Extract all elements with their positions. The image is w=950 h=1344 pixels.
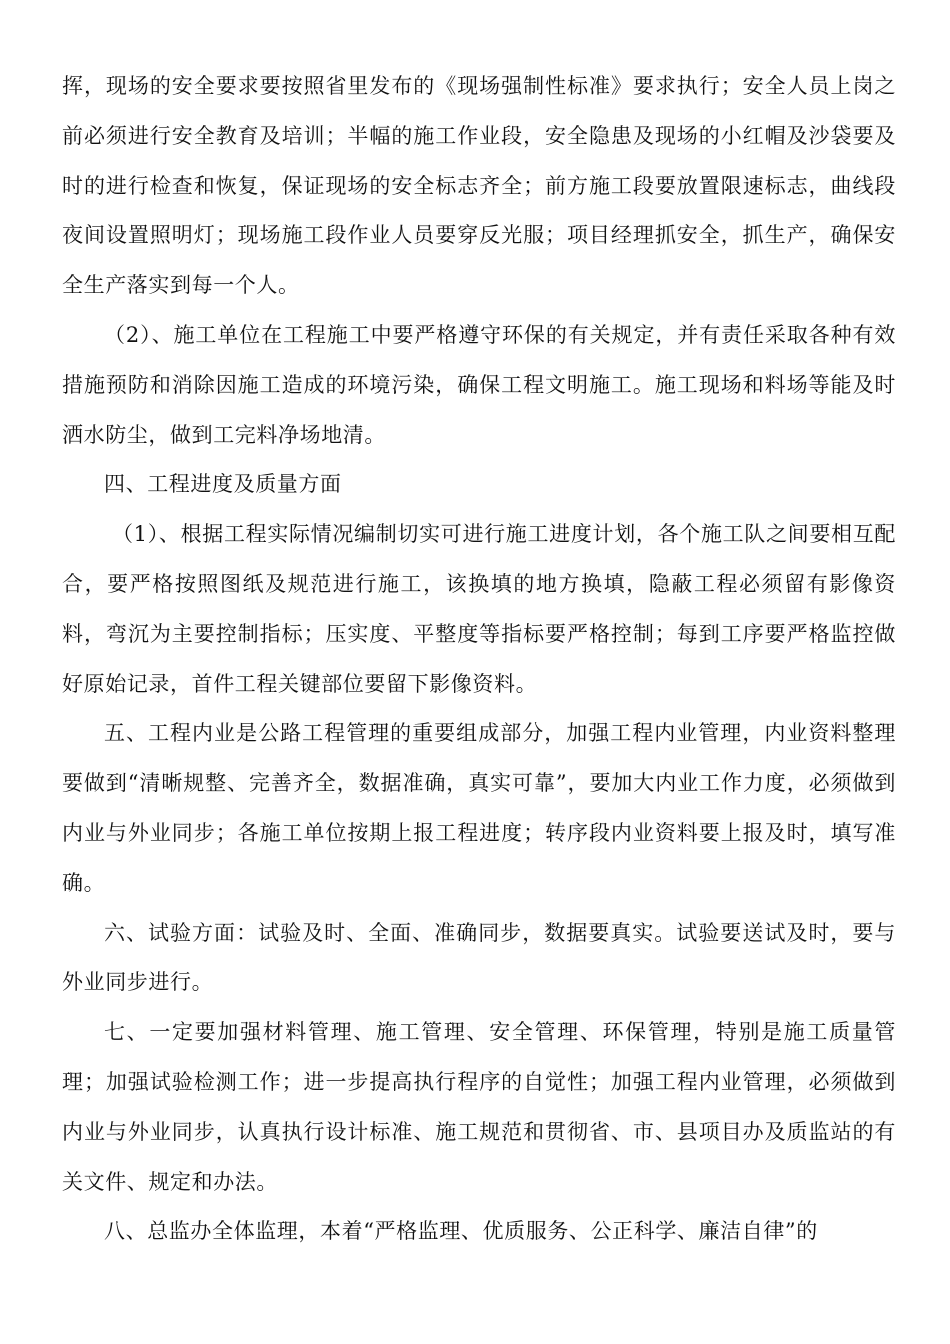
paragraph-management: 七、一定要加强材料管理、施工管理、安全管理、环保管理，特别是施工质量管理；加强试验检测工作；进一步提高执行程序的自觉性；加强工程内业管理，必须做到内业与外业同步，认真执行设计标准、施工规范和贯彻省、市、县项目办及质监站的有关文件、规定和办法。 [62, 1020, 896, 1194]
paragraph-internal-records: 五、工程内业是公路工程管理的重要组成部分，加强工程内业管理，内业资料整理要做到“清晰规整、完善齐全，数据准确，真实可靠”，要加大内业工作力度，必须做到内业与外业同步；各施工单位按期上报工程进度；转序段内业资料要上报及时，填写准确。 [62, 721, 896, 895]
paragraph-environmental-protection: （2）、施工单位在工程施工中要严格遵守环保的有关规定，并有责任采取各种有效措施预防和消除因施工造成的环境污染，确保工程文明施工。施工现场和料场等能及时洒水防尘，做到工完料净场地清。 [62, 322, 896, 447]
paragraph-testing: 六、试验方面：试验及时、全面、准确同步，数据要真实。试验要送试及时，要与外业同步进行。 [62, 920, 896, 995]
paragraph-supervision: 八、总监办全体监理，本着“严格监理、优质服务、公正科学、廉洁自律”的 [104, 1219, 818, 1244]
paragraph-progress-plan: （1）、根据工程实际情况编制切实可进行施工进度计划，各个施工队之间要相互配合，要严格按照图纸及规范进行施工，该换填的地方换填，隐蔽工程必须留有影像资料，弯沉为主要控制指标；压实度、平整度等指标要严格控制；每到工序要严格监控做好原始记录，首件工程关键部位要留下影像资料。 [62, 522, 896, 696]
section-heading-progress-quality: 四、工程进度及质量方面 [104, 472, 342, 497]
paragraph-safety-continued: 挥，现场的安全要求要按照省里发布的《现场强制性标准》要求执行；安全人员上岗之前必须进行安全教育及培训；半幅的施工作业段，安全隐患及现场的小红帽及沙袋要及时的进行检查和恢复，保证现场的安全标志齐全；前方施工段要放置限速标志，曲线段夜间设置照明灯；现场施工段作业人员要穿反光服；项目经理抓安全，抓生产，确保安全生产落实到每一个人。 [62, 74, 896, 298]
document-page [62, 62, 896, 1257]
